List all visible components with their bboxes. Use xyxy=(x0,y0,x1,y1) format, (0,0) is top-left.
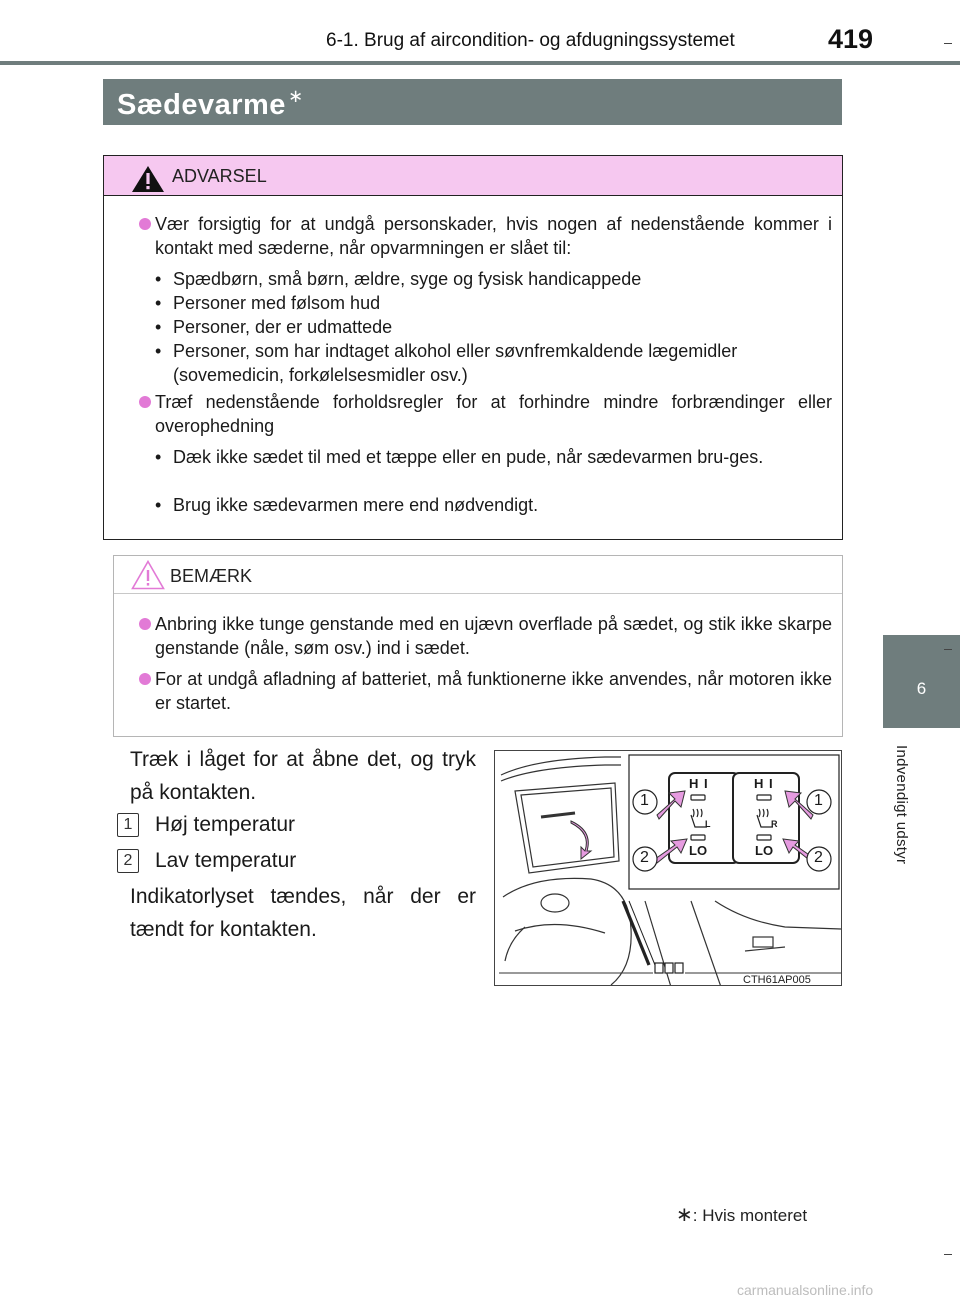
bullet-dot xyxy=(139,673,151,685)
callout-1-left: 1 xyxy=(640,792,649,809)
footnote-text: : Hvis monteret xyxy=(692,1206,808,1225)
chapter-label: Indvendigt udstyr xyxy=(893,745,910,865)
notice-bullet-2: For at undgå afladning af batteriet, må funktionerne ikke anvendes, når motoren ikke er startet. xyxy=(155,669,832,713)
section-title: 6-1. Brug af aircondition- og afdugningssystemet xyxy=(326,30,735,51)
header-rule xyxy=(0,61,960,65)
notice-bullet-1: Anbring ikke tunge genstande med en ujævn overflade på sædet, og stik ikke skarpe genstande (nåle, søm osv.) ind i sædet. xyxy=(155,614,832,658)
page-title-text: Sædevarme xyxy=(117,89,286,121)
instruction-intro: Træk i låget for at åbne det, og tryk på kontakten. xyxy=(130,748,476,804)
watermark: carmanualsonline.info xyxy=(737,1282,874,1298)
margin-tick xyxy=(944,43,952,44)
page-number: 419 xyxy=(828,24,874,54)
warning-box: ADVARSEL Vær forsigtig for at undgå personskader, hvis nogen af nedenstående kommer i kontakt med sæderne, når opvarmningen er slået til: • Spædbørn, små børn, ældre, syge og fysisk handicappede • Personer med følsom hud • Personer, der er udmattede • Personer, som har indtaget alkohol eller søvnfremkaldende lægemidler (sovemedicin, forkølelsesmidler osv.) Træf nedenstående forholdsregler for at forhindre mindre forbrændinger eller overophedning • Dæk ikke sædet til med et tæppe eller en pude, når sædevarmen bru-ges. • Brug ikke sædevarmen mere end nødvendigt. xyxy=(103,155,843,540)
left-seat-label: L xyxy=(705,819,711,829)
callout-1-right: 1 xyxy=(814,792,823,809)
margin-tick xyxy=(944,649,952,650)
bullet-dot xyxy=(139,396,151,408)
callout-number-1: 1 xyxy=(117,813,139,837)
footnote-marker: ∗ xyxy=(676,1204,693,1226)
bullet-dot xyxy=(139,618,151,630)
chapter-number: 6 xyxy=(916,679,927,698)
title-bar xyxy=(103,79,842,125)
margin-tick xyxy=(944,1254,952,1255)
callout-2-left: 2 xyxy=(640,849,649,866)
instruction-outro: Indikatorlyset tændes, når der er tændt for kontakten. xyxy=(130,885,476,941)
caution-triangle-icon xyxy=(131,560,165,590)
optional-marker: ∗ xyxy=(287,86,304,106)
hi-label-right: H I xyxy=(754,776,774,791)
hi-label-left: H I xyxy=(689,776,709,791)
callout-number-2: 2 xyxy=(117,849,139,873)
illustration-code: CTH61AP005 xyxy=(743,974,811,986)
right-seat-label: R xyxy=(771,819,778,829)
warning-label: ADVARSEL xyxy=(172,166,267,186)
warning-bullet-2: Træf nedenstående forholdsregler for at forhindre mindre forbrændinger eller overophedning xyxy=(155,392,832,436)
bullet-dot xyxy=(139,218,151,230)
footnote xyxy=(676,1202,807,1227)
lo-label-right: LO xyxy=(755,843,774,858)
notice-header xyxy=(114,556,842,594)
callout-2-right: 2 xyxy=(814,849,823,866)
notice-box xyxy=(113,555,843,737)
lo-label-left: LO xyxy=(689,843,708,858)
instruction-item-low: Lav temperatur xyxy=(155,849,297,872)
seat-heater-illustration xyxy=(494,750,842,986)
notice-label: BEMÆRK xyxy=(170,566,253,586)
warning-header xyxy=(104,156,842,196)
dashboard-drawing xyxy=(495,751,842,986)
page-title xyxy=(117,86,304,122)
warning-triangle-icon xyxy=(131,165,165,193)
instruction-item-high: Høj temperatur xyxy=(155,813,296,836)
warning-bullet-1: Vær forsigtig for at undgå personskader, hvis nogen af nedenstående kommer i kontakt med sæderne, når opvarmningen er slået til: xyxy=(155,214,832,258)
